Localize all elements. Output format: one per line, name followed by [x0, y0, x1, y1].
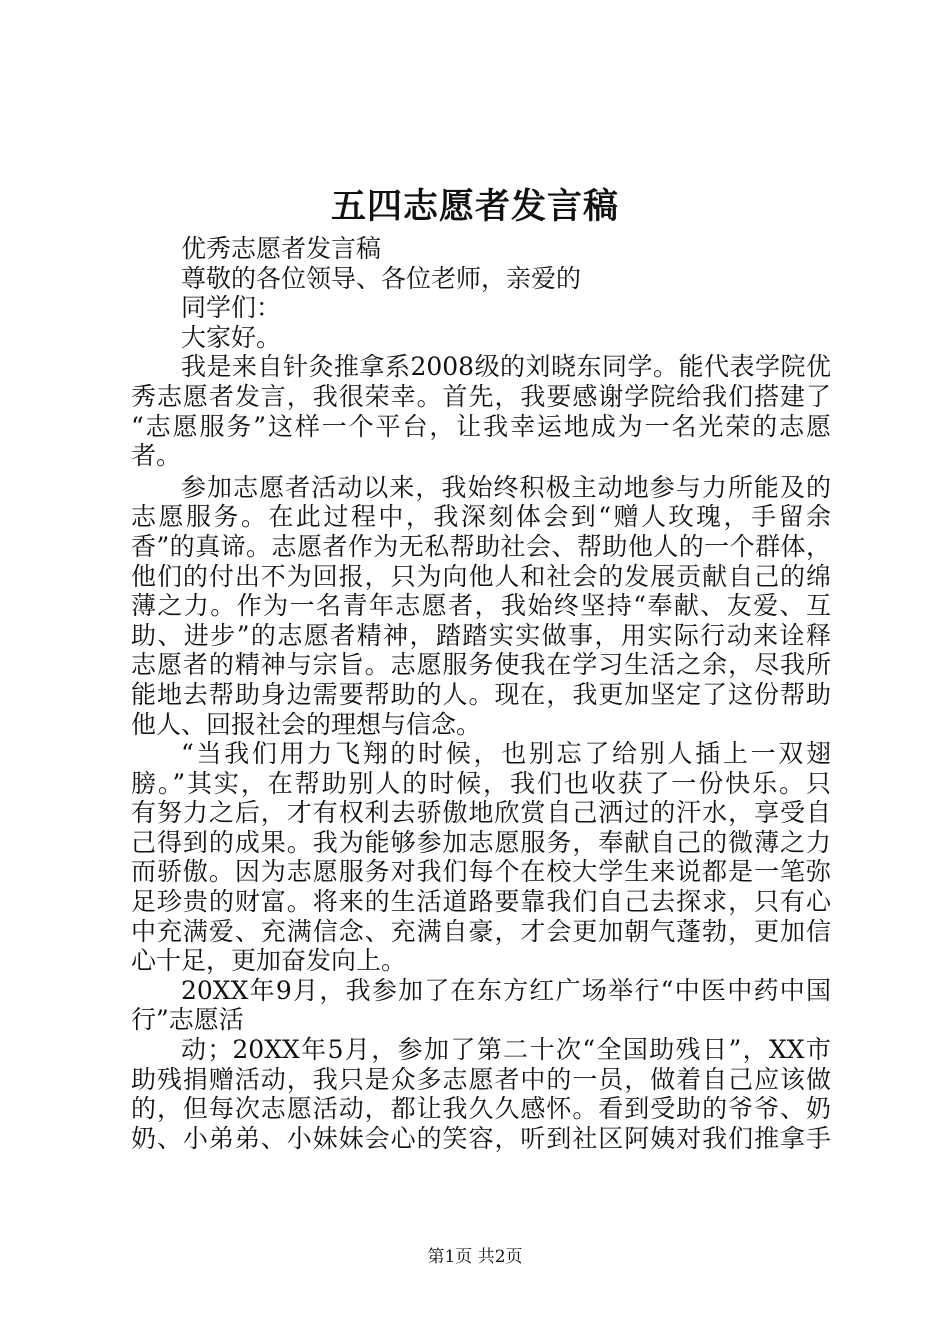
- text-line: 优秀志愿者发言稿: [181, 234, 382, 263]
- text-line: “当我们用力飞翔的时候，也别忘了给别人插上一双翅: [181, 739, 831, 769]
- text-line: 同学们：: [181, 293, 282, 323]
- text-line: 大家好。: [181, 322, 282, 352]
- text-line: 己得到的成果。我为能够参加志愿服务，奉献自己的微薄之力: [131, 827, 831, 857]
- text-line: 香”的真谛。志愿者作为无私帮助社会、帮助他人的一个群体，: [131, 531, 831, 561]
- text-line: 助残捐赠活动，我只是众多志愿者中的一员，做着自己应该做: [131, 1064, 831, 1094]
- text-line: 志愿服务。在此过程中，我深刻体会到“赠人玫瑰，手留余: [131, 502, 831, 532]
- text-line: 尊敬的各位领导、各位老师，亲爱的: [181, 263, 582, 293]
- text-line: 他们的付出不为回报，只为向他人和社会的发展贡献自己的绵: [131, 561, 831, 591]
- text-line: 助、进步”的志愿者精神，踏踏实实做事，用实际行动来诠释: [131, 620, 831, 650]
- text-line: 者。: [131, 441, 182, 471]
- text-line: 他人、回报社会的理想与信念。: [131, 709, 482, 739]
- text-line: 参加志愿者活动以来，我始终积极主动地参与力所能及的: [181, 472, 831, 502]
- text-line: 秀志愿者发言，我很荣幸。首先，我要感谢学院给我们搭建了: [131, 381, 831, 411]
- text-line: 行”志愿活: [131, 1005, 244, 1035]
- text-line: 动；20XX年5月，参加了第二十次“全国助残日”，XX市: [181, 1035, 831, 1065]
- text-line: 心十足，更加奋发向上。: [131, 946, 407, 976]
- text-line: 奶、小弟弟、小妹妹会心的笑容，听到社区阿姨对我们推拿手: [131, 1123, 831, 1153]
- text-line: 有努力之后，才有权利去骄傲地欣赏自己洒过的汗水，享受自: [131, 798, 831, 828]
- text-line: 中充满爱、充满信念、充满自豪，才会更加朝气蓬勃，更加信: [131, 916, 831, 946]
- text-line: 膀。”其实，在帮助别人的时候，我们也收获了一份快乐。只: [131, 768, 831, 798]
- text-line: 我是来自针灸推拿系2008级的刘晓东同学。能代表学院优: [181, 352, 831, 382]
- text-line: 而骄傲。因为志愿服务对我们每个在校大学生来说都是一笔弥: [131, 857, 831, 887]
- text-line: 薄之力。作为一名青年志愿者，我始终坚持“奉献、友爱、互: [131, 591, 831, 621]
- document-title: 五四志愿者发言稿: [330, 186, 619, 227]
- document-body: [131, 234, 831, 1153]
- text-line: 足珍贵的财富。将来的生活道路要靠我们自己去探求，只有心: [131, 887, 831, 917]
- text-line: 20XX年9月，我参加了在东方红广场举行“中医中药中国: [181, 975, 831, 1005]
- page-number: 第1页 共2页: [427, 1247, 523, 1267]
- text-line: “志愿服务”这样一个平台，让我幸运地成为一名光荣的志愿: [131, 411, 831, 441]
- text-line: 能地去帮助身边需要帮助的人。现在，我更加坚定了这份帮助: [131, 679, 831, 709]
- text-line: 的，但每次志愿活动，都让我久久感怀。看到受助的爷爷、奶: [131, 1094, 831, 1124]
- text-line: 志愿者的精神与宗旨。志愿服务使我在学习生活之余，尽我所: [131, 650, 831, 680]
